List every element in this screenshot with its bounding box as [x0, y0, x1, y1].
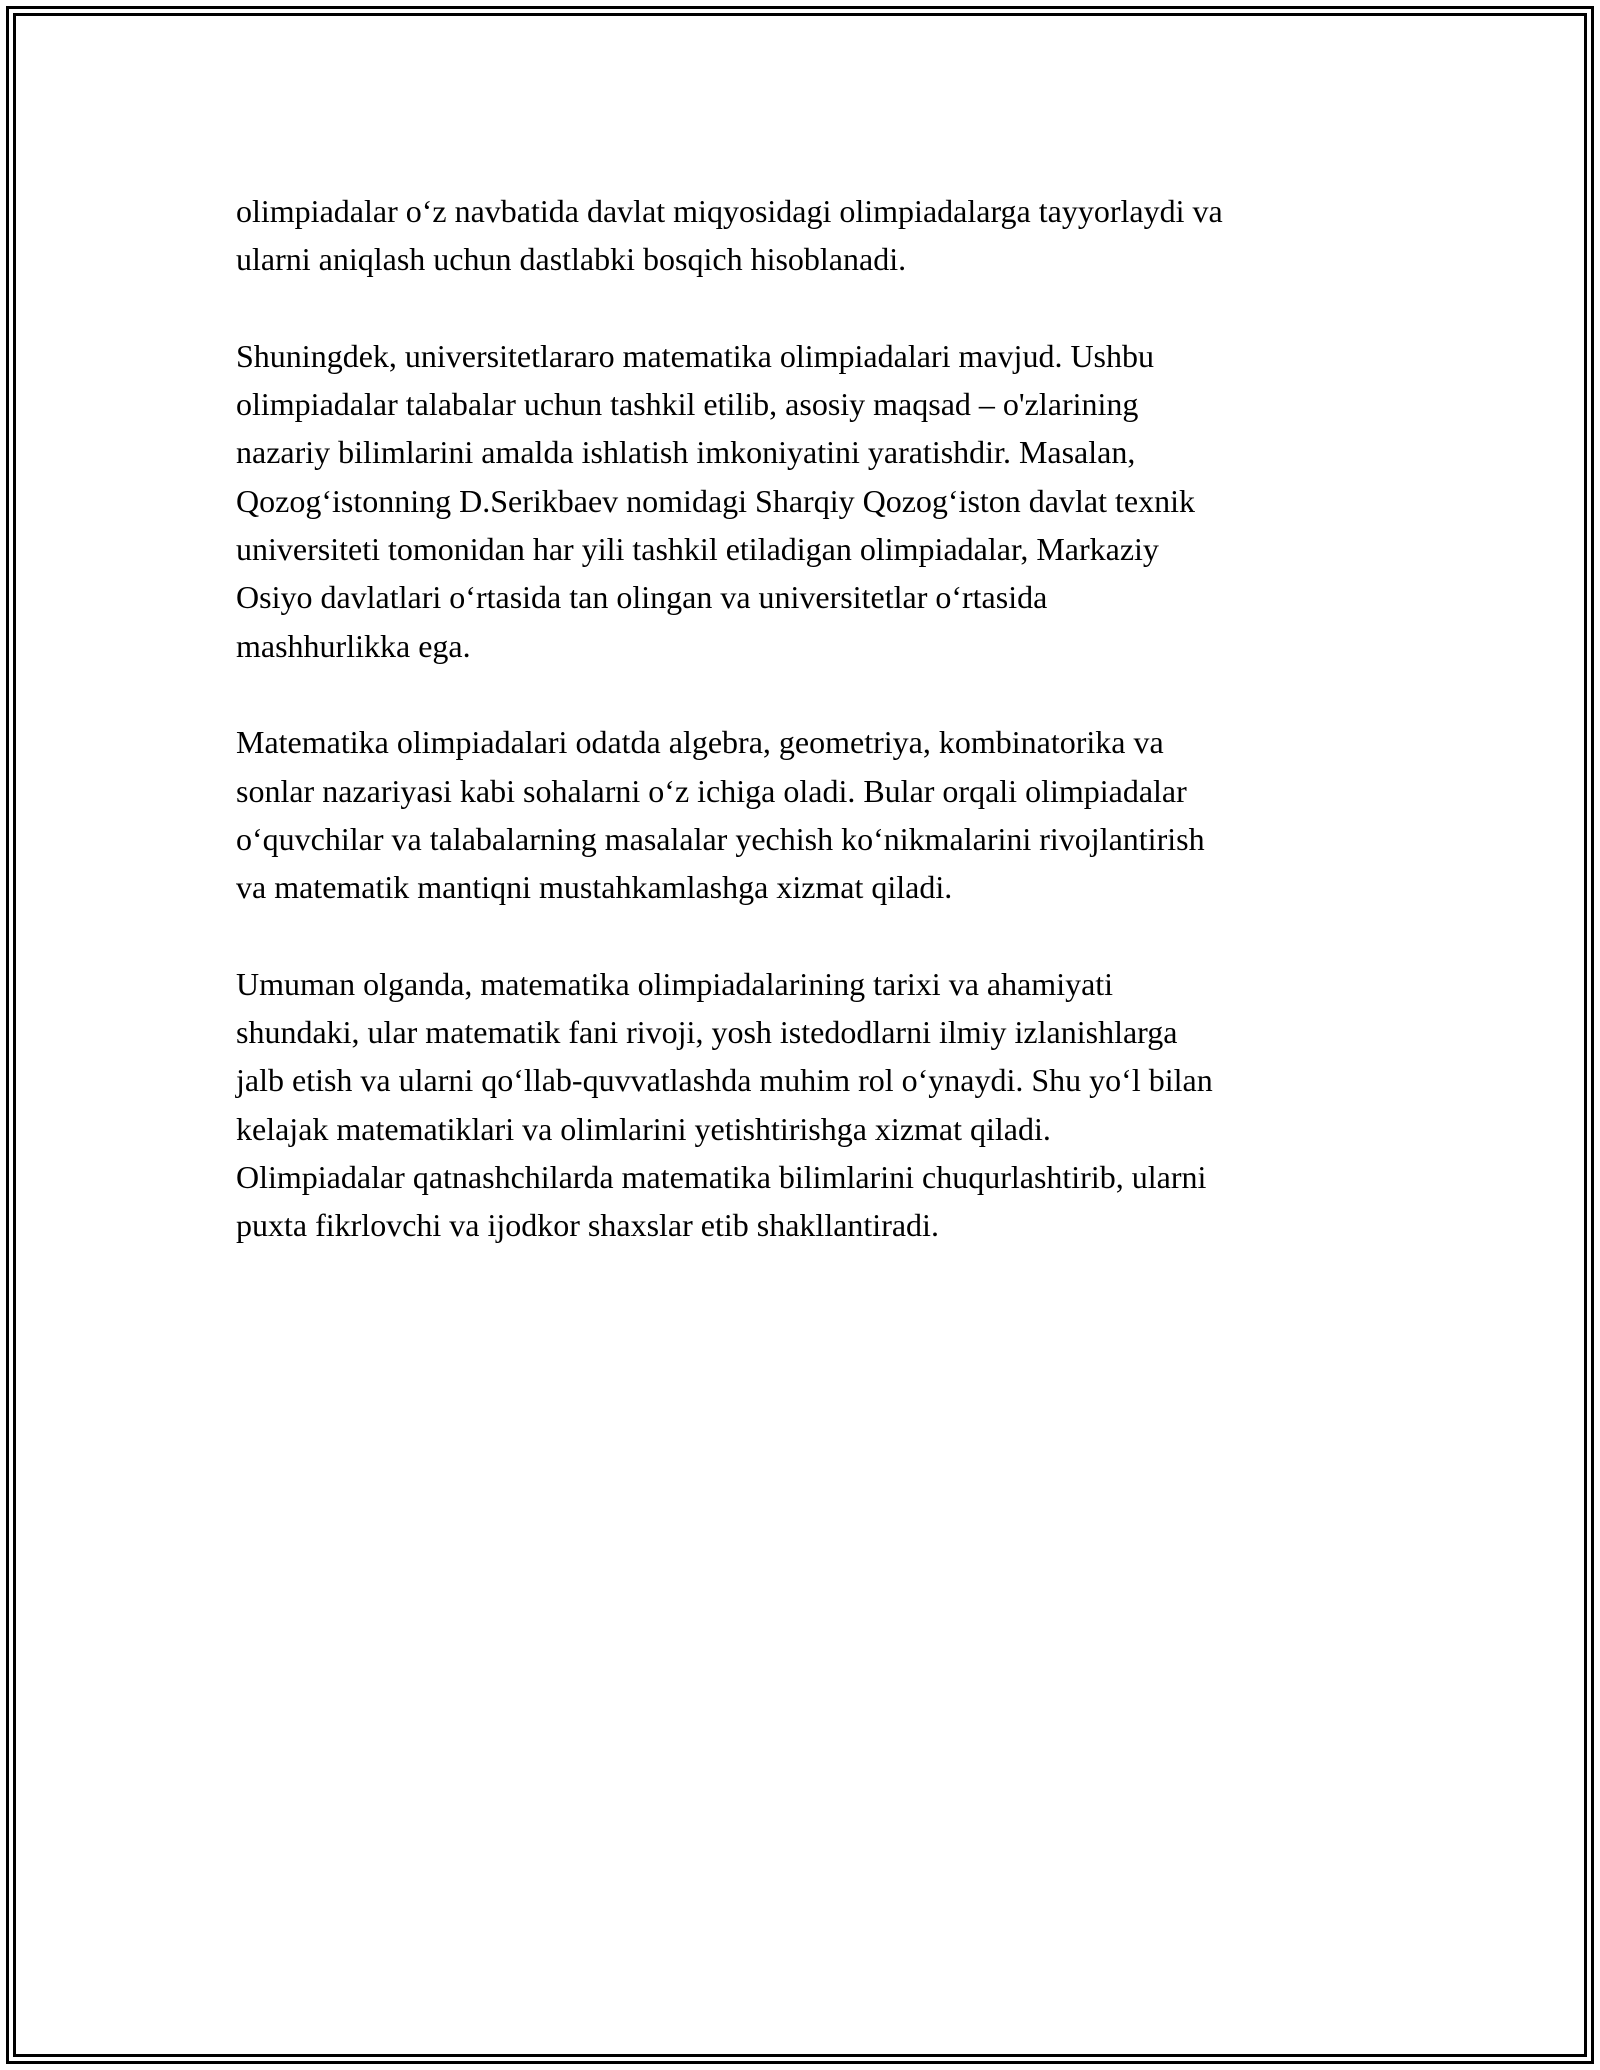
text-line: Qozog‘istonning D.Serikbaev nomidagi Sharqiy Qozog‘iston davlat texnik: [236, 482, 1195, 519]
text-line: olimpiadalar talabalar uchun tashkil etilib, asosiy maqsad – o'zlarining: [236, 386, 1139, 423]
text-line: ularni aniqlash uchun dastlabki bosqich hisoblanadi.: [236, 241, 907, 278]
paragraph-4: [236, 960, 1386, 1250]
text-line: mashhurlikka ega.: [236, 627, 471, 664]
text-line: Matematika olimpiadalari odatda algebra, geometriya, kombinatorika va: [236, 724, 1164, 761]
text-line: o‘quvchilar va talabalarning masalalar yechish ko‘nikmalarini rivojlantirish: [236, 820, 1205, 857]
document-body: [236, 187, 1386, 1298]
text-line: Olimpiadalar qatnashchilarda matematika bilimlarini chuqurlashtirib, ularni: [236, 1158, 1207, 1195]
text-line: shundaki, ular matematik fani rivoji, yosh istedodlarni ilmiy izlanishlarga: [236, 1014, 1178, 1051]
text-line: olimpiadalar o‘z navbatida davlat miqyosidagi olimpiadalarga tayyorlaydi va: [236, 193, 1223, 229]
paragraph-3: [236, 718, 1386, 911]
text-line: Shuningdek, universitetlararo matematika olimpiadalari mavjud. Ushbu: [236, 337, 1154, 374]
paragraph-1: [236, 187, 1386, 284]
text-line: nazariy bilimlarini amalda ishlatish imkoniyatini yaratishdir. Masalan,: [236, 434, 1136, 471]
text-line: puxta fikrlovchi va ijodkor shaxslar etib shakllantiradi.: [236, 1207, 939, 1244]
text-line: va matematik mantiqni mustahkamlashga xizmat qiladi.: [236, 869, 953, 906]
text-line: Osiyo davlatlari o‘rtasida tan olingan va universitetlar o‘rtasida: [236, 579, 1048, 616]
text-line: jalb etish va ularni qo‘llab-quvvatlashda muhim rol o‘ynaydi. Shu yo‘l bilan: [236, 1062, 1213, 1099]
text-line: kelajak matematiklari va olimlarini yetishtirishga xizmat qiladi.: [236, 1110, 1051, 1147]
text-line: universiteti tomonidan har yili tashkil etiladigan olimpiadalar, Markaziy: [236, 531, 1159, 568]
text-line: Umuman olganda, matematika olimpiadalarining tarixi va ahamiyati: [236, 965, 1114, 1002]
paragraph-2: [236, 332, 1386, 670]
text-line: sonlar nazariyasi kabi sohalarni o‘z ichiga oladi. Bular orqali olimpiadalar: [236, 772, 1187, 809]
